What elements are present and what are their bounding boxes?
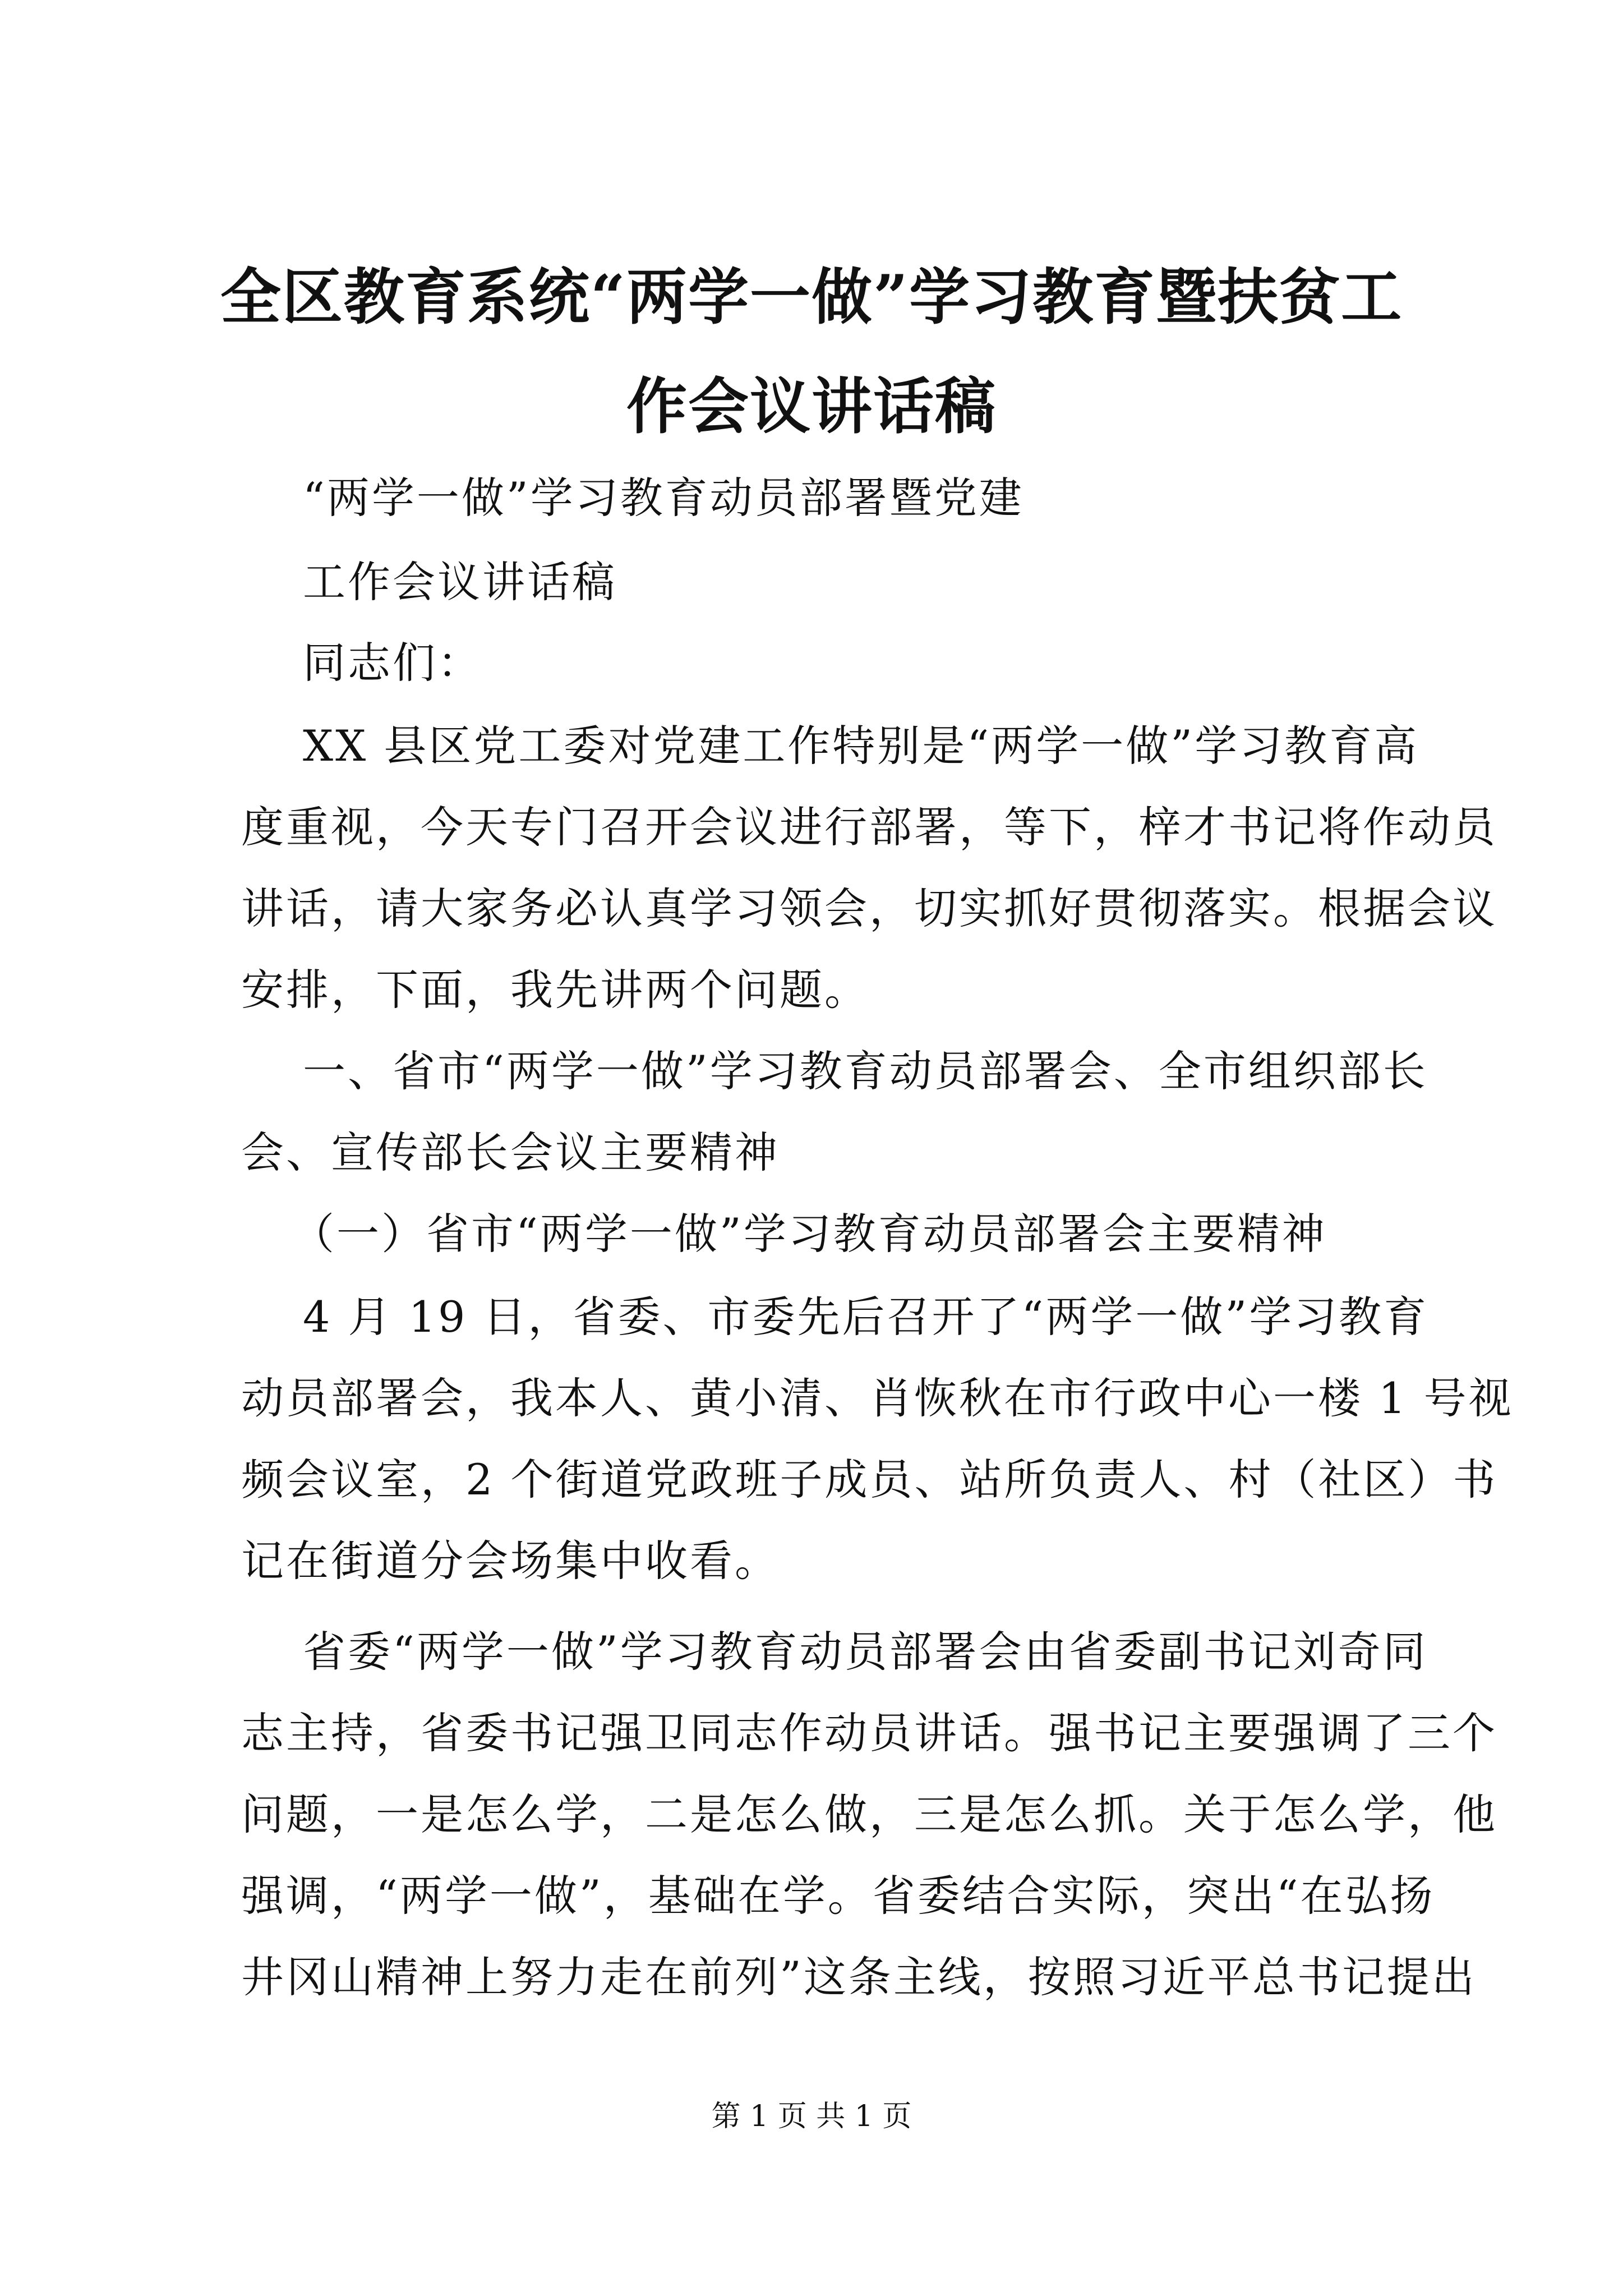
salutation: 同志们： — [303, 638, 482, 688]
body-line: 安排，下面，我先讲两个问题。 — [241, 965, 869, 1015]
body-line: 度重视，今天专门召开会议进行部署，等下，梓才书记将作动员 — [241, 802, 1497, 852]
body-line: 频会议室，2 个街道党政班子成员、站所负责人、村（社区）书 — [241, 1455, 1498, 1504]
subsection-heading: （一）省市“两学一做”学习教育动员部署会主要精神 — [292, 1209, 1327, 1259]
body-line: 井冈山精神上努力走在前列”这条主线，按照习近平总书记提出 — [241, 1952, 1477, 2002]
body-line: 志主持，省委书记强卫同志作动员讲话。强书记主要强调了三个 — [241, 1708, 1497, 1758]
body-line: 强调，“两学一做”，基础在学。省委结合实际，突出“在弘扬 — [241, 1871, 1435, 1921]
body-line: 讲话，请大家务必认真学习领会，切实抓好贯彻落实。根据会议 — [241, 884, 1497, 933]
body-line: 省委“两学一做”学习教育动员部署会由省委副书记刘奇同 — [303, 1627, 1428, 1677]
section-heading-line: 一、省市“两学一做”学习教育动员部署会、全市组织部长 — [303, 1046, 1428, 1096]
subtitle-line-1: “两学一做”学习教育动员部署暨党建 — [303, 473, 1024, 523]
subtitle-line-2: 工作会议讲话稿 — [303, 557, 617, 607]
body-line: XX 县区党工委对党建工作特别是“两学一做”学习教育高 — [303, 721, 1419, 771]
document-title-line-1: 全区教育系统“两学一做”学习教育暨扶贫工 — [220, 262, 1403, 333]
document-title-line-2: 作会议讲话稿 — [626, 371, 997, 442]
section-heading-line: 会、宣传部长会议主要精神 — [241, 1128, 780, 1177]
page-footer: 第 1 页 共 1 页 — [711, 2100, 912, 2133]
body-line: 问题，一是怎么学，二是怎么做，三是怎么抓。关于怎么学，他 — [241, 1789, 1497, 1839]
body-line: 4 月 19 日，省委、市委先后召开了“两学一做”学习教育 — [303, 1292, 1429, 1342]
body-line: 动员部署会，我本人、黄小清、肖恢秋在市行政中心一楼 1 号视 — [241, 1373, 1514, 1423]
body-line: 记在街道分会场集中收看。 — [241, 1536, 780, 1586]
